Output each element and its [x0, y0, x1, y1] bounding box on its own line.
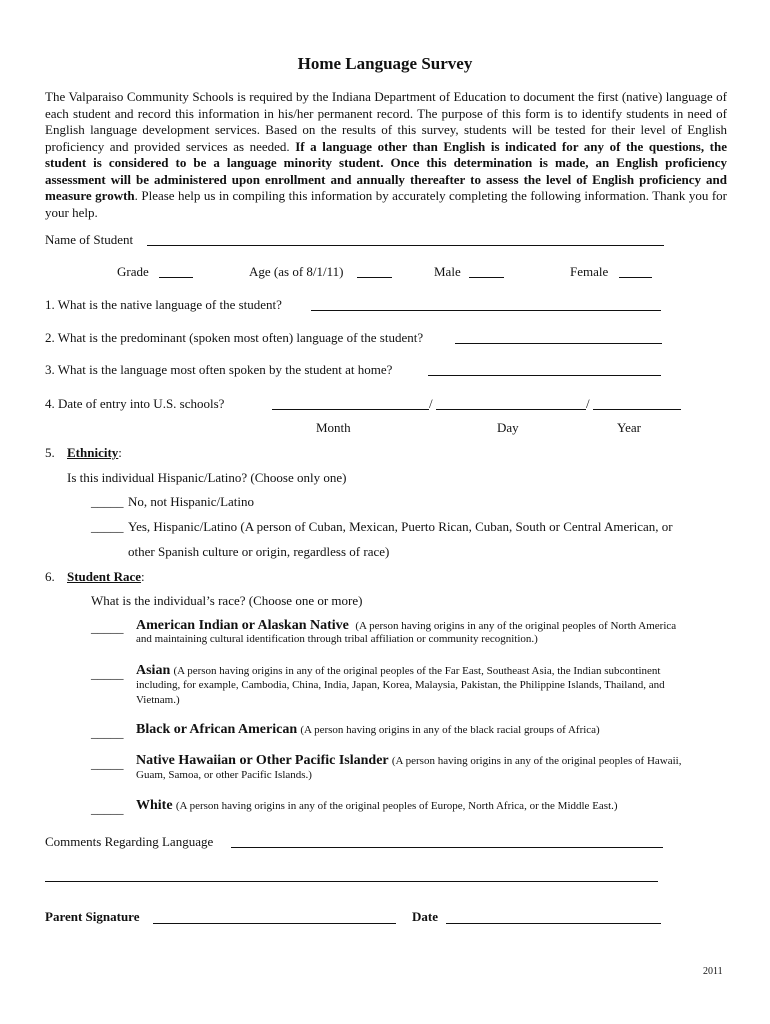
- native-language-field[interactable]: [311, 310, 661, 311]
- race-white-blank[interactable]: _____: [91, 801, 124, 816]
- intro-text: The Valparaiso Community Schools is required by the Indiana Department of Education to document the first (native) language of each student and record this information in his/her permanent record. The purpose of this form is to identify students in need of English language development services. Based on the results of this survey, students will be tested for their level of English proficiency and provided services as needed.: [45, 89, 727, 154]
- race-colon: :: [141, 569, 145, 584]
- race-option-name: Asian: [136, 663, 171, 678]
- race-heading: [67, 569, 145, 585]
- comments-label: Comments Regarding Language: [45, 834, 214, 849]
- question-4: 4. Date of entry into U.S. schools?: [45, 396, 225, 411]
- ethnicity-no-label: No, not Hispanic/Latino: [128, 494, 255, 509]
- date-label: Date: [412, 909, 438, 924]
- name-field[interactable]: [147, 245, 664, 246]
- female-field[interactable]: [619, 277, 652, 278]
- race-american-indian-blank[interactable]: _____: [91, 620, 124, 635]
- entry-month-field[interactable]: [272, 409, 429, 410]
- comments-field-line-2[interactable]: [45, 881, 658, 882]
- ethnicity-heading: [67, 445, 122, 461]
- race-black-blank[interactable]: _____: [91, 725, 124, 740]
- parent-signature-label: Parent Signature: [45, 909, 140, 924]
- race-asian-blank[interactable]: _____: [91, 666, 124, 681]
- race-number: 6.: [45, 569, 55, 584]
- predominant-language-field[interactable]: [455, 343, 662, 344]
- race-white-option: [136, 797, 618, 814]
- race-option-desc: (A person having origins in any of the original peoples of the Far East, Southeast Asia, the Indian subcontinent: [173, 665, 661, 677]
- grade-label: Grade: [117, 264, 149, 279]
- comments-field[interactable]: [231, 847, 663, 848]
- age-field[interactable]: [357, 277, 392, 278]
- ethnicity-question: Is this individual Hispanic/Latino? (Choose only one): [67, 470, 347, 485]
- page-title: Home Language Survey: [297, 54, 473, 73]
- race-hawaiian-option: [136, 752, 681, 769]
- question-2: 2. What is the predominant (spoken most often) language of the student?: [45, 330, 424, 345]
- intro-paragraph: [45, 89, 727, 221]
- race-option-desc: (A person having origins in any of the original peoples of Europe, North Africa, or the Middle East.): [175, 800, 618, 812]
- intro-bold-text: If a language other than English is indicated for any of the questions, the student is considered to be a language minority student. Once this determination is made, an English proficiency assessment will be administered upon enrollment and annually thereafter to assess the level of English proficiency and measure growth: [45, 138, 727, 203]
- race-american-indian-desc-cont: and maintaining cultural identification through tribal affiliation or community recognition.): [136, 633, 538, 645]
- grade-field[interactable]: [159, 277, 193, 278]
- question-1: 1. What is the native language of the student?: [45, 297, 282, 312]
- male-label: Male: [434, 264, 461, 279]
- parent-signature-field[interactable]: [153, 923, 396, 924]
- entry-day-field[interactable]: [436, 409, 586, 410]
- race-question: What is the individual’s race? (Choose one or more): [91, 593, 363, 608]
- date-slash: /: [586, 396, 590, 411]
- race-asian-option: [136, 662, 660, 679]
- race-option-desc: (A person having origins in any of the original peoples of North America: [355, 620, 677, 632]
- age-label: Age (as of 8/1/11): [249, 264, 344, 279]
- day-label: Day: [497, 420, 519, 435]
- home-language-field[interactable]: [428, 375, 661, 376]
- race-option-name: Black or African American: [136, 722, 298, 737]
- race-american-indian-option: [136, 617, 676, 634]
- intro-text-end: . Please help us in compiling this information by accurately completing the following information. Thank you for your help.: [45, 188, 727, 220]
- ethnicity-yes-label: Yes, Hispanic/Latino (A person of Cuban, Mexican, Puerto Rican, Cuban, South or Central American, or: [128, 519, 673, 534]
- ethnicity-number: 5.: [45, 445, 55, 460]
- race-option-name: White: [136, 798, 173, 813]
- race-option-desc: (A person having origins in any of the original peoples of Hawaii,: [391, 755, 682, 767]
- ethnicity-yes-label-cont: other Spanish culture or origin, regardless of race): [128, 544, 390, 559]
- race-heading-text: Student Race: [67, 569, 142, 584]
- month-label: Month: [316, 420, 351, 435]
- entry-year-field[interactable]: [593, 409, 681, 410]
- race-option-name: American Indian or Alaskan Native: [136, 618, 349, 633]
- race-asian-desc-cont2: Vietnam.): [136, 694, 180, 706]
- race-option-name: Native Hawaiian or Other Pacific Islander: [136, 753, 389, 768]
- name-label: Name of Student: [45, 232, 134, 247]
- ethnicity-heading-text: Ethnicity: [67, 445, 119, 460]
- ethnicity-yes-blank[interactable]: _____: [91, 519, 124, 534]
- ethnicity-colon: :: [118, 445, 122, 460]
- race-hawaiian-desc-cont: Guam, Samoa, or other Pacific Islands.): [136, 769, 312, 781]
- date-slash: /: [429, 396, 433, 411]
- race-option-desc: (A person having origins in any of the black racial groups of Africa): [300, 724, 600, 736]
- male-field[interactable]: [469, 277, 504, 278]
- female-label: Female: [570, 264, 609, 279]
- form-year-code: 2011: [703, 966, 723, 977]
- race-hawaiian-blank[interactable]: _____: [91, 756, 124, 771]
- race-black-option: [136, 721, 600, 738]
- race-asian-desc-cont: including, for example, Cambodia, China, India, Japan, Korea, Malaysia, Pakistan, the Philippine Islands, Thailand, and: [136, 679, 665, 691]
- question-3: 3. What is the language most often spoken by the student at home?: [45, 362, 393, 377]
- year-label: Year: [617, 420, 641, 435]
- date-field[interactable]: [446, 923, 661, 924]
- ethnicity-no-blank[interactable]: _____: [91, 494, 124, 509]
